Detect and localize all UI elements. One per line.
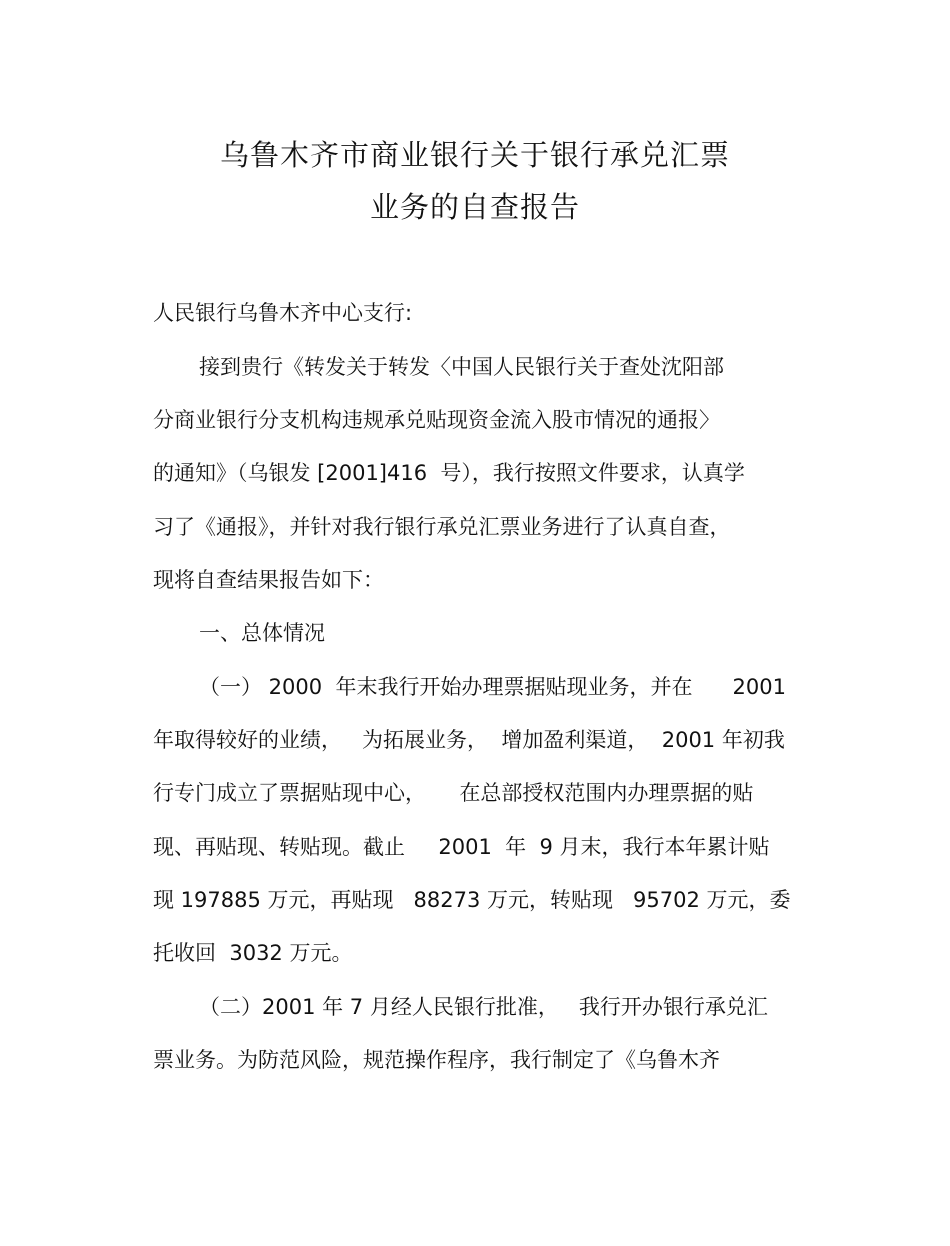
body-line-4: 习了《通报》，并针对我行银行承兑汇票业务进行了认真自查， — [153, 515, 731, 539]
document-title-line-2: 业务的自查报告 — [369, 190, 580, 224]
body-line-5: 现将自查结果报告如下： — [153, 568, 384, 592]
body-line-12: 托收回 3032 万元。 — [153, 941, 353, 965]
body-line-7: （一） 2000 年末我行开始办理票据贴现业务，并在 2001 — [199, 675, 786, 699]
body-line-11: 现 197885 万元，再贴现 88273 万元，转贴现 95702 万元，委 — [153, 888, 791, 912]
addressee: 人民银行乌鲁木齐中心支行: — [153, 301, 413, 325]
body-line-13: （二）2001 年 7 月经人民银行批准， 我行开办银行承兑汇 — [199, 995, 768, 1019]
body-line-8: 年取得较好的业绩， 为拓展业务， 增加盈利渠道， 2001 年初我 — [153, 728, 785, 752]
body-line-1: 接到贵行《转发关于转发〈中国人民银行关于查处沈阳部 — [199, 355, 724, 379]
document-title-line-1: 乌鲁木齐市商业银行关于银行承兑汇票 — [219, 138, 730, 172]
body-line-10: 现、再贴现、转贴现。截止 2001 年 9 月末，我行本年累计贴 — [153, 835, 770, 859]
section-heading-1: 一、总体情况 — [199, 621, 325, 645]
body-line-2: 分商业银行分支机构违规承兑贴现资金流入股市情况的通报〉 — [153, 408, 720, 432]
body-line-14: 票业务。为防范风险，规范操作程序，我行制定了《乌鲁木齐 — [153, 1048, 720, 1072]
body-line-3: 的通知》（乌银发 [2001]416 号），我行按照文件要求，认真学 — [153, 461, 745, 485]
body-line-9: 行专门成立了票据贴现中心， 在总部授权范围内办理票据的贴 — [153, 781, 754, 805]
